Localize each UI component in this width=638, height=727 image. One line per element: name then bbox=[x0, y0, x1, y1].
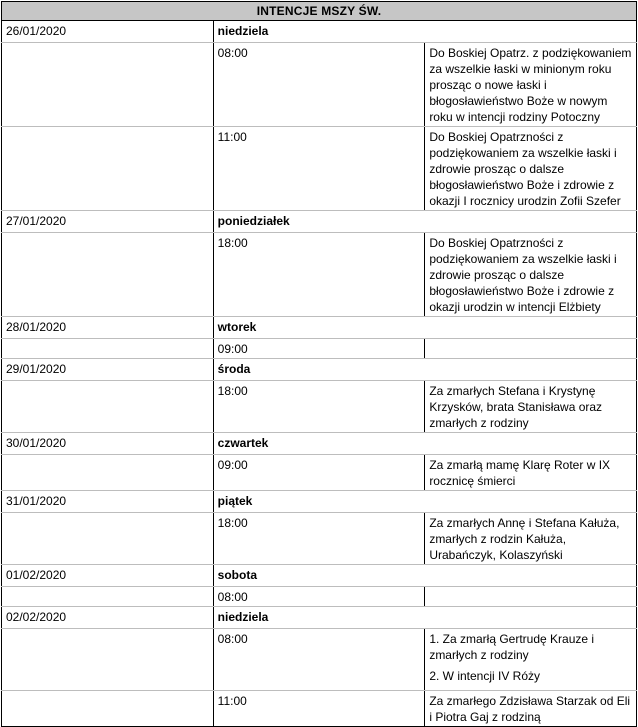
day-row bbox=[2, 565, 637, 587]
mass-time: 11:00 bbox=[213, 691, 425, 727]
day-row bbox=[2, 433, 637, 455]
day-row bbox=[2, 607, 637, 629]
day-row bbox=[2, 491, 637, 513]
mass-row bbox=[2, 127, 637, 211]
mass-time: 18:00 bbox=[213, 233, 425, 317]
intentions-table-body bbox=[2, 2, 637, 727]
day-name: niedziela bbox=[213, 607, 636, 629]
mass-intention-cell bbox=[425, 381, 637, 433]
day-date: 02/02/2020 bbox=[2, 607, 214, 629]
mass-time: 09:00 bbox=[213, 455, 425, 491]
date-spacer-cell bbox=[2, 455, 214, 491]
mass-intention: 2. W intencji IV Róży bbox=[429, 669, 541, 683]
day-date: 27/01/2020 bbox=[2, 211, 214, 233]
mass-row bbox=[2, 233, 637, 317]
mass-time: 08:00 bbox=[213, 587, 425, 607]
date-spacer-cell bbox=[2, 513, 214, 565]
mass-row bbox=[2, 691, 637, 727]
day-date: 01/02/2020 bbox=[2, 565, 214, 587]
date-spacer-cell bbox=[2, 587, 214, 607]
day-name: poniedziałek bbox=[213, 211, 636, 233]
mass-row bbox=[2, 455, 637, 491]
day-row bbox=[2, 211, 637, 233]
mass-intention-cell bbox=[425, 43, 637, 127]
mass-time: 09:00 bbox=[213, 339, 425, 359]
mass-intention-cell bbox=[425, 629, 637, 691]
mass-row bbox=[2, 381, 637, 433]
mass-intention: Do Boskiej Opatrzności z podziękowaniem za wszelkie łaski i zdrowie prosząc o dalsze błogosławieństwo Boże i zdrowie z okazji I rocznicy urodzin Zofii Szefer bbox=[429, 130, 621, 208]
mass-time: 18:00 bbox=[213, 381, 425, 433]
mass-intention-cell bbox=[425, 233, 637, 317]
day-date: 29/01/2020 bbox=[2, 359, 214, 381]
mass-intention-cell bbox=[425, 513, 637, 565]
day-name: sobota bbox=[213, 565, 636, 587]
table-title: INTENCJE MSZY ŚW. bbox=[2, 2, 637, 21]
day-row bbox=[2, 21, 637, 43]
date-spacer-cell bbox=[2, 43, 214, 127]
day-row bbox=[2, 359, 637, 381]
mass-intention-cell bbox=[425, 339, 637, 359]
mass-time: 08:00 bbox=[213, 629, 425, 691]
day-date: 26/01/2020 bbox=[2, 21, 214, 43]
day-name: czwartek bbox=[213, 433, 636, 455]
mass-intention: Do Boskiej Opatrzności z podziękowaniem za wszelkie łaski i zdrowie prosząc o dalsze błogosławieństwo Boże i zdrowie z okazji urodzin w intencji Elżbiety bbox=[429, 236, 617, 314]
mass-intention: Za zmarłego Zdzisława Starzak od Eli i Piotra Gaj z rodziną bbox=[429, 694, 631, 724]
mass-intention: 1. Za zmarłą Gertrudę Krauze i zmarłych z rodziny bbox=[429, 632, 595, 662]
mass-intention: Za zmarłych Stefana i Krystynę Krzysków, brata Stanisława oraz zmarłych z rodziny bbox=[429, 384, 603, 430]
date-spacer-cell bbox=[2, 233, 214, 317]
date-spacer-cell bbox=[2, 691, 214, 727]
date-spacer-cell bbox=[2, 381, 214, 433]
day-date: 28/01/2020 bbox=[2, 317, 214, 339]
mass-time: 18:00 bbox=[213, 513, 425, 565]
mass-intention: Za zmarłą mamę Klarę Roter w IX rocznicę śmierci bbox=[429, 458, 611, 488]
mass-row bbox=[2, 513, 637, 565]
mass-row bbox=[2, 629, 637, 691]
mass-intention-cell bbox=[425, 691, 637, 727]
day-date: 31/01/2020 bbox=[2, 491, 214, 513]
day-date: 30/01/2020 bbox=[2, 433, 214, 455]
mass-row bbox=[2, 339, 637, 359]
date-spacer-cell bbox=[2, 127, 214, 211]
mass-row bbox=[2, 587, 637, 607]
intentions-table bbox=[1, 1, 637, 727]
mass-intention-cell bbox=[425, 587, 637, 607]
mass-time: 08:00 bbox=[213, 43, 425, 127]
table-header-row bbox=[2, 2, 637, 21]
day-name: niedziela bbox=[213, 21, 636, 43]
day-name: wtorek bbox=[213, 317, 636, 339]
day-row bbox=[2, 317, 637, 339]
day-name: środa bbox=[213, 359, 636, 381]
date-spacer-cell bbox=[2, 339, 214, 359]
mass-intention: Do Boskiej Opatrz. z podziękowaniem za wszelkie łaski w minionym roku prosząc o nowe łaski i błogosławieństwo Boże w nowym roku w intencji rodziny Potoczny bbox=[429, 46, 632, 124]
day-name: piątek bbox=[213, 491, 636, 513]
mass-intention-cell bbox=[425, 455, 637, 491]
mass-intention-cell bbox=[425, 127, 637, 211]
mass-row bbox=[2, 43, 637, 127]
mass-intention: Za zmarłych Annę i Stefana Kałuża, zmarłych z rodzin Kałuża, Urabańczyk, Kolaszyński bbox=[429, 516, 620, 562]
date-spacer-cell bbox=[2, 629, 214, 691]
mass-time: 11:00 bbox=[213, 127, 425, 211]
